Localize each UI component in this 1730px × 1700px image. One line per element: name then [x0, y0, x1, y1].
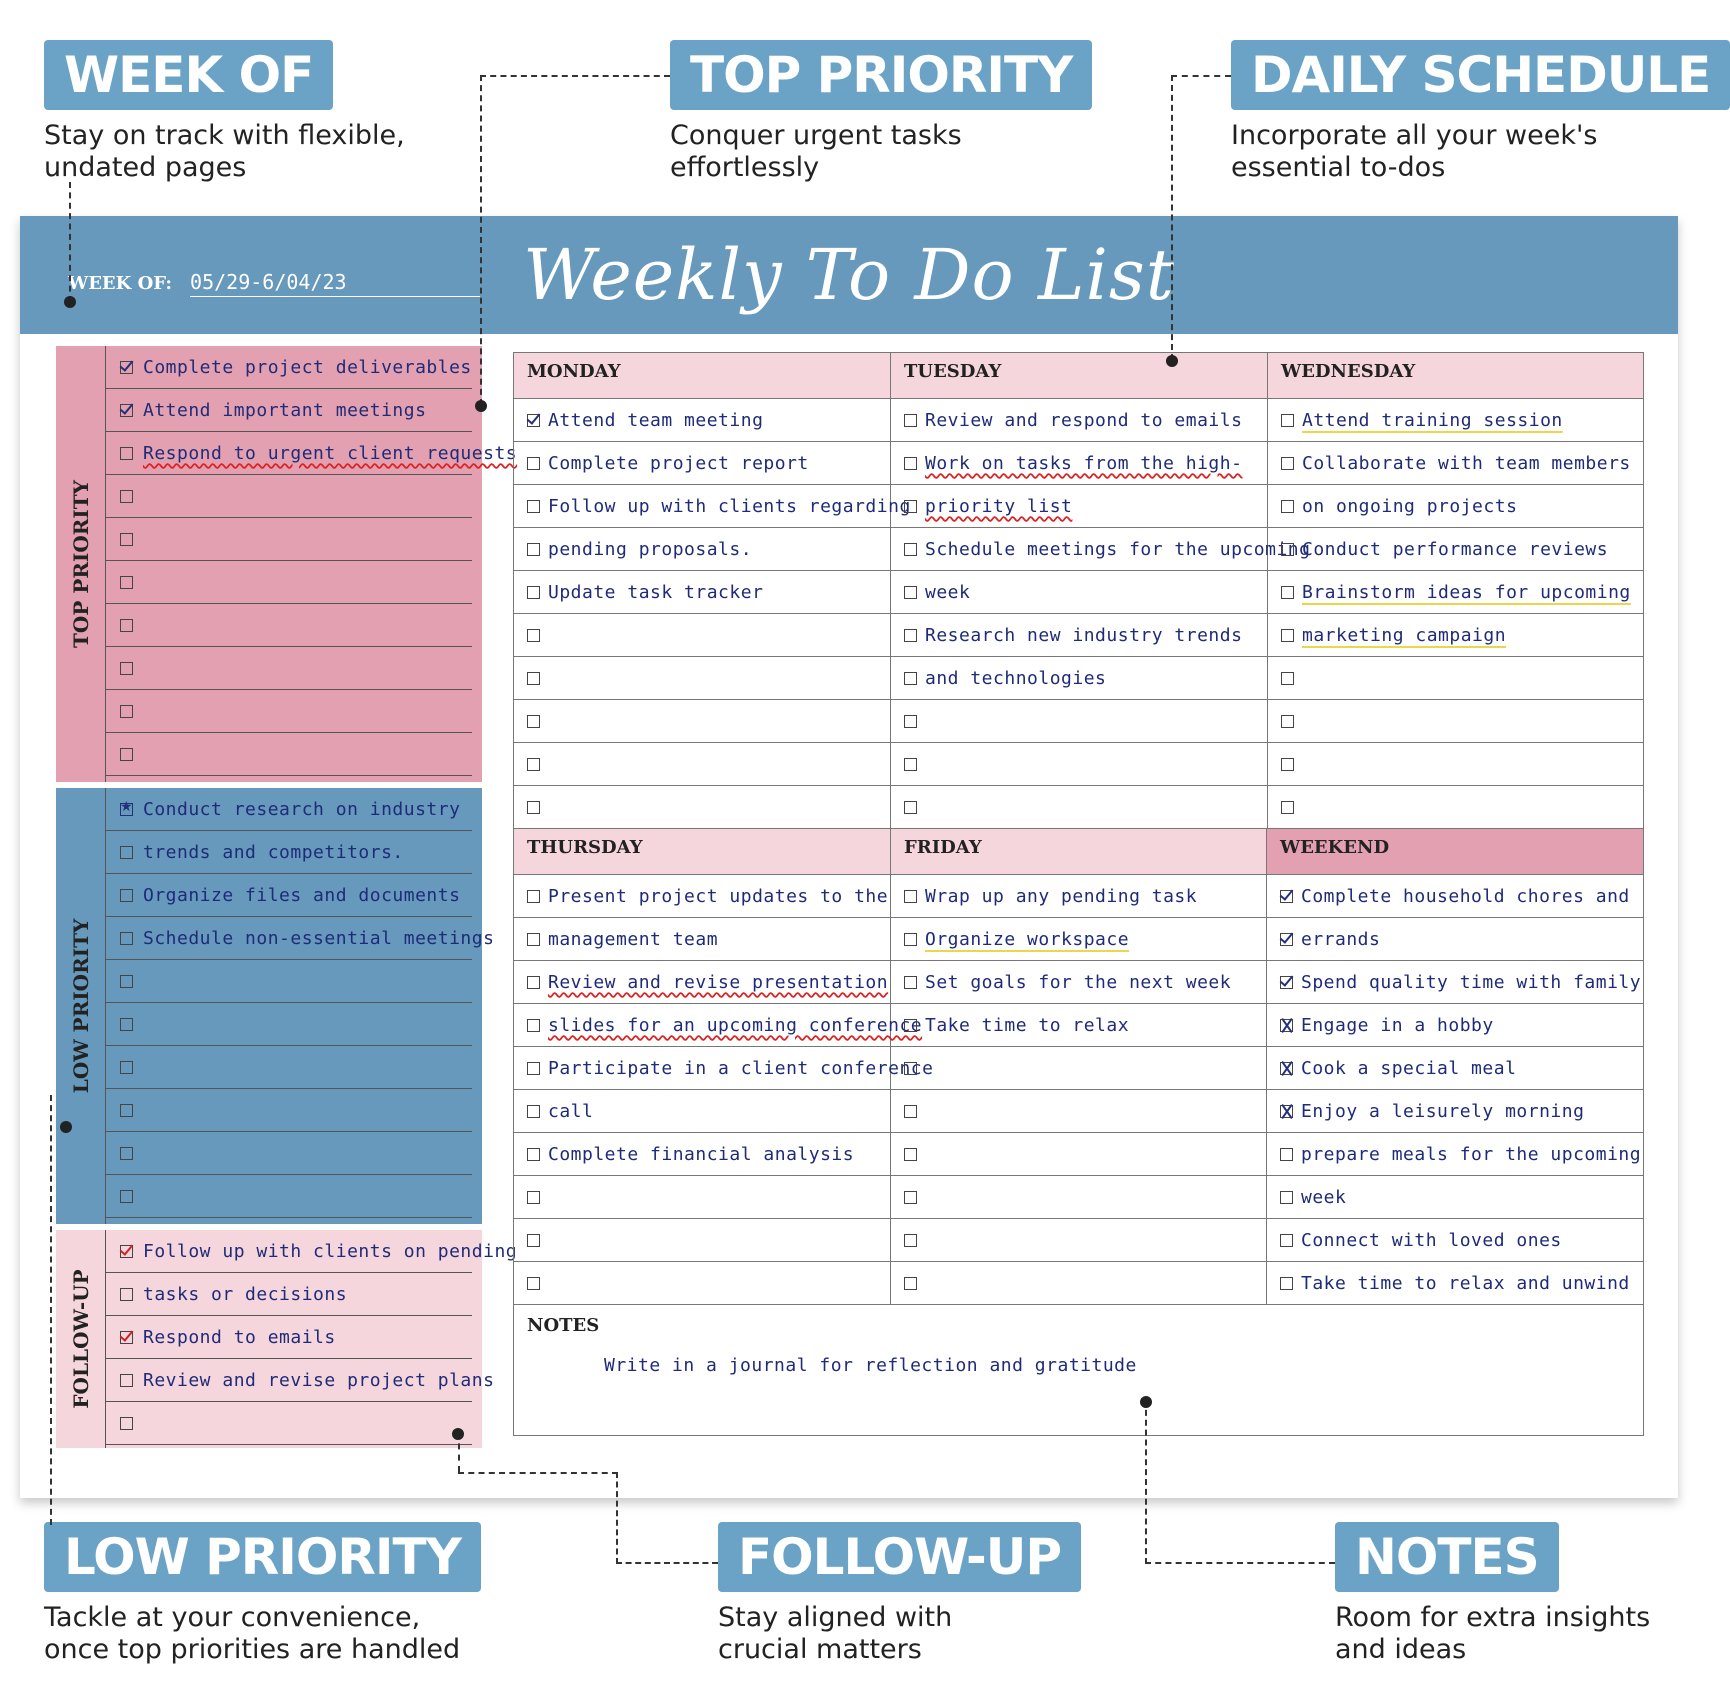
top-priority-label-column — [56, 346, 106, 782]
task-row — [1268, 786, 1643, 829]
connector-notes — [1145, 1400, 1147, 1564]
task-text[interactable]: week — [1301, 1186, 1347, 1208]
task-checkbox[interactable] — [527, 1148, 540, 1161]
task-text[interactable]: Set goals for the next week — [925, 971, 1232, 993]
task-row — [106, 831, 472, 874]
task-row — [514, 875, 890, 918]
task-checkbox[interactable] — [904, 1191, 917, 1204]
task-row — [514, 1047, 934, 1090]
task-row — [106, 604, 472, 647]
task-row — [106, 960, 472, 1003]
task-checkbox[interactable] — [904, 976, 917, 989]
task-text[interactable]: Research new industry trends — [925, 624, 1243, 646]
task-text[interactable]: Brainstorm ideas for upcoming — [1302, 581, 1631, 603]
connector-follow-up-h2 — [616, 1562, 718, 1564]
task-checkbox[interactable] — [1280, 1105, 1293, 1118]
task-text[interactable]: on ongoing projects — [1302, 495, 1518, 517]
task-row — [106, 874, 472, 917]
task-row — [891, 399, 1267, 442]
notes-label: NOTES — [527, 1315, 600, 1336]
task-text[interactable]: Present project updates to the — [548, 885, 889, 907]
task-checkbox[interactable] — [527, 629, 540, 642]
task-row — [106, 1273, 472, 1316]
top-priority-section — [56, 346, 518, 782]
task-text[interactable]: Take time to relax and unwind — [1301, 1272, 1630, 1294]
task-row — [891, 1004, 1266, 1047]
task-row — [891, 442, 1267, 485]
callout-title: LOW PRIORITY — [44, 1522, 481, 1592]
task-checkbox[interactable] — [120, 1018, 133, 1031]
task-text[interactable]: Attend training session — [1302, 409, 1563, 431]
task-text[interactable]: Follow up with clients on pending — [143, 1240, 518, 1262]
follow-up-list — [106, 1230, 518, 1448]
callout-title: FOLLOW-UP — [718, 1522, 1081, 1592]
task-checkbox[interactable] — [904, 1105, 917, 1118]
notes-text: Write in a journal for reflection and gratitude — [604, 1355, 1137, 1376]
follow-up-label: FOLLOW-UP — [68, 1269, 93, 1409]
task-checkbox[interactable] — [120, 447, 133, 460]
task-text[interactable]: Wrap up any pending task — [925, 885, 1198, 907]
task-checkbox[interactable] — [120, 533, 133, 546]
sheet-header — [20, 216, 1678, 334]
task-checkbox[interactable] — [904, 414, 917, 427]
task-row — [891, 1219, 1266, 1262]
task-row — [514, 1090, 890, 1133]
task-checkbox[interactable] — [527, 1105, 540, 1118]
low-priority-label-column — [56, 788, 106, 1224]
task-row — [1268, 442, 1643, 485]
task-row — [1267, 961, 1643, 1004]
task-row — [514, 1262, 890, 1305]
task-checkbox[interactable] — [1281, 758, 1294, 771]
task-row — [106, 1402, 472, 1445]
task-row — [1267, 1219, 1643, 1262]
task-text[interactable]: Review and revise presentation — [548, 971, 889, 993]
day-header: WEDNESDAY — [1268, 353, 1643, 399]
task-checkbox[interactable] — [120, 1147, 133, 1160]
task-text[interactable]: Update task tracker — [548, 581, 764, 603]
task-checkbox[interactable] — [527, 586, 540, 599]
task-row — [1268, 485, 1643, 528]
days-bottom-row — [514, 829, 1643, 1305]
connector-follow-up-h1 — [458, 1472, 618, 1474]
callout-description: Stay aligned with crucial matters — [718, 1602, 953, 1665]
task-checkbox[interactable] — [527, 672, 540, 685]
task-row — [514, 614, 890, 657]
task-checkbox[interactable] — [527, 1277, 540, 1290]
task-row — [514, 485, 911, 528]
day-header: THURSDAY — [514, 829, 890, 875]
task-row — [514, 786, 890, 829]
task-row — [1268, 743, 1643, 786]
task-row — [106, 1359, 495, 1402]
connector-week-of — [69, 182, 71, 302]
week-of-value[interactable]: 05/29-6/04/23 — [190, 270, 480, 297]
task-text[interactable]: prepare meals for the upcoming — [1301, 1143, 1642, 1165]
task-checkbox[interactable] — [904, 586, 917, 599]
task-row — [1267, 918, 1643, 961]
callout-description: Tackle at your convenience, once top priorities are handled — [44, 1602, 461, 1665]
sheet-title: Weekly To Do List — [523, 234, 1175, 316]
notes-section[interactable] — [514, 1305, 1643, 1435]
connector-daily-schedule — [1171, 75, 1231, 77]
callout-title: NOTES — [1335, 1522, 1559, 1592]
task-checkbox[interactable] — [120, 619, 133, 632]
task-checkbox[interactable] — [527, 1062, 540, 1075]
task-row — [1267, 875, 1643, 918]
task-checkbox[interactable] — [904, 1148, 917, 1161]
task-row — [891, 1090, 1266, 1133]
day-header: WEEKEND — [1267, 829, 1643, 875]
connector-daily-schedule-vertical — [1171, 75, 1173, 360]
task-text[interactable]: slides for an upcoming conference — [548, 1014, 923, 1036]
task-checkbox[interactable] — [120, 1417, 133, 1430]
low-priority-label: LOW PRIORITY — [68, 918, 93, 1094]
callout-top-priority — [670, 40, 1092, 184]
task-checkbox[interactable] — [1280, 976, 1293, 989]
connector-dot — [1140, 1396, 1152, 1408]
task-row — [514, 1004, 923, 1047]
task-row — [1267, 1047, 1643, 1090]
task-row — [1268, 399, 1643, 442]
task-checkbox[interactable] — [904, 672, 917, 685]
task-text[interactable]: Conduct performance reviews — [1302, 538, 1609, 560]
task-row — [891, 700, 1267, 743]
callout-title: DAILY SCHEDULE — [1231, 40, 1730, 110]
task-row — [891, 485, 1267, 528]
task-checkbox[interactable] — [120, 1104, 133, 1117]
task-row — [1268, 528, 1643, 571]
task-row — [106, 733, 472, 776]
day-column-weekend — [1267, 829, 1643, 1305]
task-checkbox[interactable] — [527, 500, 540, 513]
callout-week-of — [44, 40, 405, 184]
task-text[interactable]: Enjoy a leisurely morning — [1301, 1100, 1585, 1122]
task-checkbox[interactable] — [527, 758, 540, 771]
task-checkbox[interactable] — [1280, 1191, 1293, 1204]
task-text[interactable]: trends and competitors. — [143, 841, 404, 863]
week-of-label: WEEK OF: — [68, 273, 173, 294]
task-checkbox[interactable] — [1280, 1019, 1293, 1032]
callout-low-priority — [44, 1522, 481, 1666]
task-text[interactable]: Review and respond to emails — [925, 409, 1243, 431]
task-text[interactable]: Review and revise project plans — [143, 1369, 495, 1391]
week-of-field — [68, 270, 480, 297]
task-row — [1267, 1090, 1643, 1133]
task-checkbox[interactable] — [1281, 672, 1294, 685]
task-text[interactable]: Work on tasks from the high- — [925, 452, 1243, 474]
task-row — [514, 1219, 890, 1262]
connector-dot — [475, 400, 487, 412]
task-checkbox[interactable] — [120, 1331, 133, 1344]
callout-description: Incorporate all your week's essential to-dos — [1231, 120, 1598, 183]
task-text[interactable]: week — [925, 581, 971, 603]
task-text[interactable]: Complete project report — [548, 452, 809, 474]
task-checkbox[interactable] — [527, 414, 540, 427]
task-checkbox[interactable] — [120, 576, 133, 589]
task-checkbox[interactable] — [1280, 1062, 1293, 1075]
task-checkbox[interactable] — [904, 890, 917, 903]
task-text[interactable]: Schedule non-essential meetings — [143, 927, 495, 949]
task-text[interactable]: marketing campaign — [1302, 624, 1507, 646]
task-checkbox[interactable] — [1280, 1277, 1293, 1290]
task-checkbox[interactable] — [1281, 543, 1294, 556]
day-column-monday — [514, 353, 911, 829]
task-row — [514, 961, 890, 1004]
task-row — [514, 571, 890, 614]
task-checkbox[interactable] — [120, 846, 133, 859]
task-text[interactable]: Attend important meetings — [143, 399, 427, 421]
task-checkbox[interactable] — [1281, 414, 1294, 427]
callout-follow-up — [718, 1522, 1081, 1666]
task-text[interactable]: Spend quality time with family — [1301, 971, 1642, 993]
task-text[interactable]: Cook a special meal — [1301, 1057, 1517, 1079]
task-text[interactable]: Connect with loved ones — [1301, 1229, 1562, 1251]
task-checkbox[interactable] — [120, 1288, 133, 1301]
task-row — [106, 518, 472, 561]
callout-description: Conquer urgent tasks effortlessly — [670, 120, 962, 183]
task-row — [106, 561, 472, 604]
task-row — [106, 788, 472, 831]
task-checkbox[interactable] — [120, 932, 133, 945]
task-row — [1268, 614, 1643, 657]
task-checkbox[interactable] — [1281, 715, 1294, 728]
task-text[interactable]: Complete project deliverables — [143, 356, 472, 378]
task-checkbox[interactable] — [120, 889, 133, 902]
low-priority-list — [106, 788, 495, 1224]
task-checkbox[interactable] — [1280, 1234, 1293, 1247]
task-row — [106, 346, 472, 389]
top-priority-label: TOP PRIORITY — [68, 480, 93, 648]
task-row — [891, 657, 1267, 700]
task-text[interactable]: Take time to relax — [925, 1014, 1130, 1036]
follow-up-section — [56, 1230, 518, 1448]
task-row — [106, 1132, 472, 1175]
connector-dot — [60, 1121, 72, 1133]
task-checkbox[interactable] — [120, 1061, 133, 1074]
task-checkbox[interactable] — [527, 543, 540, 556]
days-top-row — [514, 353, 1643, 829]
task-checkbox[interactable] — [1280, 933, 1293, 946]
task-checkbox[interactable] — [1280, 890, 1293, 903]
task-row — [891, 743, 1267, 786]
task-row — [891, 1176, 1266, 1219]
connector-notes-h — [1145, 1562, 1335, 1564]
task-checkbox[interactable] — [1281, 801, 1294, 814]
task-row — [106, 389, 472, 432]
task-row — [514, 743, 890, 786]
task-text[interactable]: Organize workspace — [925, 928, 1130, 950]
connector-top-priority — [480, 75, 670, 77]
task-text[interactable]: Complete financial analysis — [548, 1143, 855, 1165]
task-checkbox[interactable] — [120, 975, 133, 988]
task-row — [514, 528, 890, 571]
task-row — [891, 918, 1266, 961]
task-checkbox[interactable] — [120, 404, 133, 417]
task-checkbox[interactable] — [120, 662, 133, 675]
task-checkbox[interactable] — [120, 490, 133, 503]
day-column-wednesday — [1268, 353, 1643, 829]
task-checkbox[interactable] — [527, 715, 540, 728]
task-checkbox[interactable] — [527, 457, 540, 470]
task-checkbox[interactable] — [527, 1191, 540, 1204]
day-column-thursday — [514, 829, 934, 1305]
callout-description: Room for extra insights and ideas — [1335, 1602, 1651, 1665]
task-row — [106, 647, 472, 690]
follow-up-label-column — [56, 1230, 106, 1448]
task-row — [106, 690, 472, 733]
task-text[interactable]: Respond to emails — [143, 1326, 336, 1348]
task-checkbox[interactable] — [904, 500, 917, 513]
day-column-tuesday — [891, 353, 1311, 829]
task-text[interactable]: management team — [548, 928, 719, 950]
callout-title: WEEK OF — [44, 40, 333, 110]
task-row — [891, 1047, 1266, 1090]
task-checkbox[interactable] — [120, 803, 133, 816]
task-row — [514, 700, 890, 743]
task-row — [514, 442, 890, 485]
task-row — [1267, 1262, 1643, 1305]
task-row — [514, 918, 890, 961]
task-checkbox[interactable] — [904, 1062, 917, 1075]
task-checkbox[interactable] — [527, 890, 540, 903]
task-checkbox[interactable] — [1281, 629, 1294, 642]
task-checkbox[interactable] — [120, 1190, 133, 1203]
task-text[interactable]: call — [548, 1100, 594, 1122]
task-checkbox[interactable] — [904, 758, 917, 771]
task-row — [891, 1262, 1266, 1305]
task-row — [106, 475, 472, 518]
task-row — [891, 786, 1267, 829]
task-row — [106, 1316, 472, 1359]
task-row — [1268, 657, 1643, 700]
day-header: FRIDAY — [891, 829, 1266, 875]
task-text[interactable]: Participate in a client conference — [548, 1057, 934, 1079]
task-checkbox[interactable] — [904, 543, 917, 556]
task-row — [106, 432, 518, 475]
connector-follow-up-v2 — [616, 1472, 618, 1564]
callout-daily-schedule — [1231, 40, 1730, 184]
task-row — [891, 875, 1266, 918]
task-text[interactable]: Schedule meetings for the upcoming — [925, 538, 1311, 560]
task-row — [514, 1176, 890, 1219]
task-checkbox[interactable] — [904, 457, 917, 470]
task-checkbox[interactable] — [904, 1234, 917, 1247]
task-row — [106, 917, 495, 960]
task-text[interactable]: Complete household chores and — [1301, 885, 1630, 907]
task-row — [514, 1133, 890, 1176]
daily-schedule-grid — [513, 352, 1644, 1436]
top-priority-list — [106, 346, 518, 782]
task-row — [1267, 1004, 1643, 1047]
task-checkbox[interactable] — [904, 1277, 917, 1290]
task-text[interactable]: Engage in a hobby — [1301, 1014, 1494, 1036]
task-checkbox[interactable] — [1280, 1148, 1293, 1161]
planner-sheet — [20, 216, 1678, 1498]
task-checkbox[interactable] — [527, 1019, 540, 1032]
task-text[interactable]: Attend team meeting — [548, 409, 764, 431]
task-text[interactable]: tasks or decisions — [143, 1283, 348, 1305]
task-text[interactable]: and technologies — [925, 667, 1107, 689]
day-column-friday — [891, 829, 1267, 1305]
task-checkbox[interactable] — [120, 1245, 133, 1258]
callout-description: Stay on track with flexible, undated pages — [44, 120, 405, 183]
task-row — [106, 1089, 472, 1132]
task-checkbox[interactable] — [527, 801, 540, 814]
task-text[interactable]: Respond to urgent client requests — [143, 442, 518, 464]
connector-dot — [1166, 355, 1178, 367]
task-row — [891, 1133, 1266, 1176]
task-row — [891, 528, 1311, 571]
task-row — [1267, 1176, 1643, 1219]
connector-dot — [452, 1428, 464, 1440]
task-checkbox[interactable] — [904, 629, 917, 642]
task-row — [514, 399, 890, 442]
task-row — [1268, 700, 1643, 743]
task-text[interactable]: Collaborate with team members — [1302, 452, 1631, 474]
task-checkbox[interactable] — [527, 933, 540, 946]
task-row — [891, 571, 1267, 614]
connector-top-priority-vertical — [480, 75, 482, 405]
task-checkbox[interactable] — [904, 801, 917, 814]
task-checkbox[interactable] — [120, 705, 133, 718]
task-checkbox[interactable] — [527, 976, 540, 989]
task-text[interactable]: Conduct research on industry — [143, 798, 461, 820]
task-checkbox[interactable] — [527, 1234, 540, 1247]
connector-low-priority — [50, 1095, 52, 1525]
day-header: MONDAY — [514, 353, 890, 399]
task-checkbox[interactable] — [904, 715, 917, 728]
callout-title: TOP PRIORITY — [670, 40, 1092, 110]
task-checkbox[interactable] — [120, 1374, 133, 1387]
callout-notes — [1335, 1522, 1650, 1666]
task-text[interactable]: priority list — [925, 495, 1073, 517]
task-checkbox[interactable] — [1281, 457, 1294, 470]
task-row — [891, 961, 1266, 1004]
task-row — [514, 657, 890, 700]
task-checkbox[interactable] — [120, 361, 133, 374]
task-row — [106, 1175, 472, 1218]
task-checkbox[interactable] — [904, 1019, 917, 1032]
task-text[interactable]: errands — [1301, 928, 1381, 950]
task-text[interactable]: pending proposals. — [548, 538, 753, 560]
task-checkbox[interactable] — [1281, 586, 1294, 599]
task-row — [106, 1230, 518, 1273]
task-text[interactable]: Follow up with clients regarding — [548, 495, 911, 517]
task-checkbox[interactable] — [1281, 500, 1294, 513]
task-checkbox[interactable] — [904, 933, 917, 946]
task-row — [1267, 1133, 1643, 1176]
task-checkbox[interactable] — [120, 748, 133, 761]
task-row — [106, 1003, 472, 1046]
task-row — [891, 614, 1267, 657]
task-row — [1268, 571, 1643, 614]
task-row — [106, 1046, 472, 1089]
connector-dot — [64, 296, 76, 308]
day-header: TUESDAY — [891, 353, 1267, 399]
task-text[interactable]: Organize files and documents — [143, 884, 461, 906]
low-priority-section — [56, 788, 495, 1224]
